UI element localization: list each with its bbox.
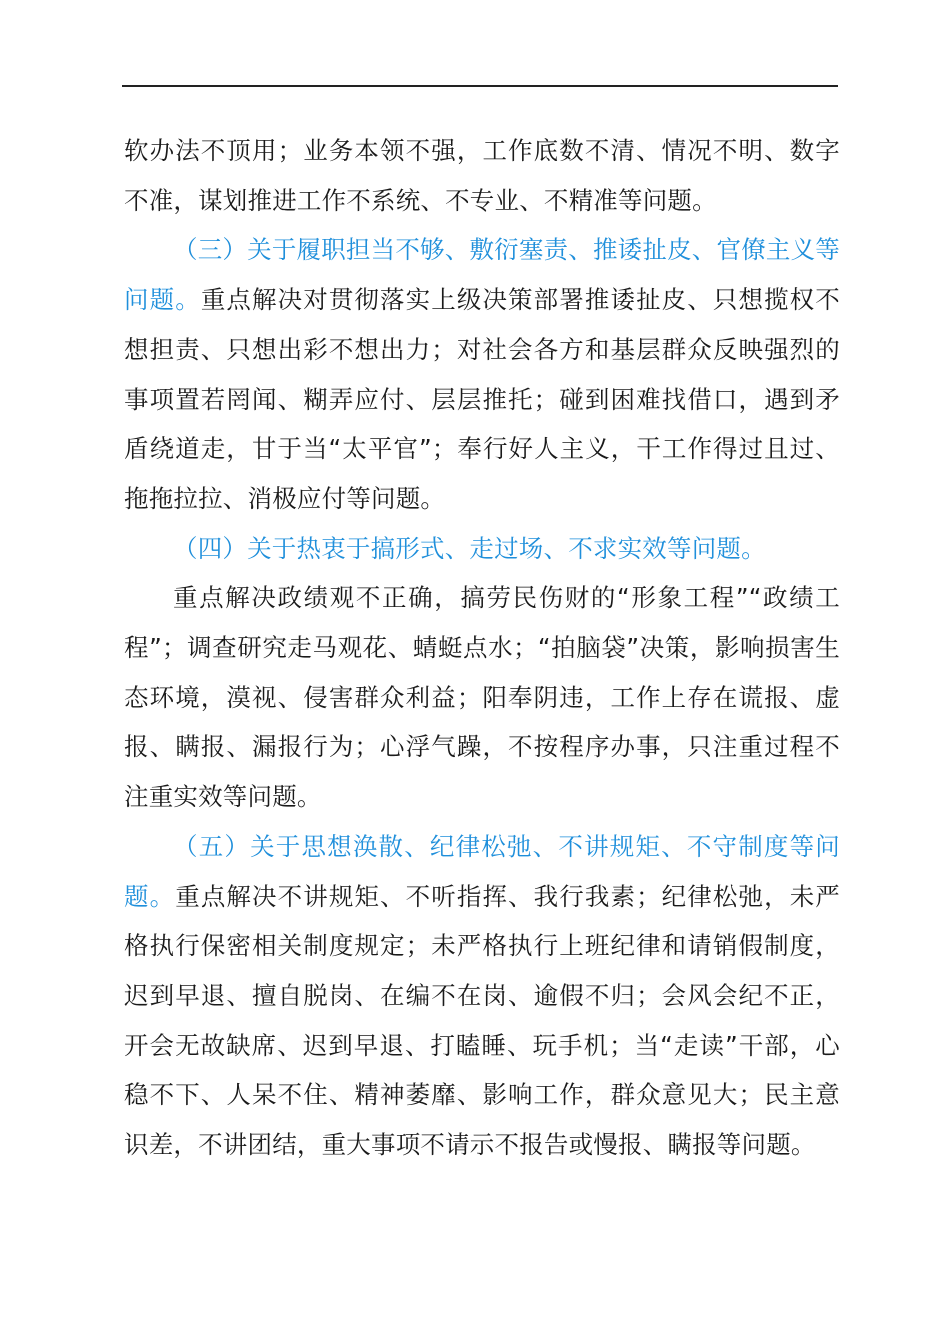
paragraph-body: 软办法不顶用；业务本领不强，工作底数不清、情况不明、数字不准，谋划推进工作不系统、不专业、不精准等问题。: [124, 136, 840, 215]
section-heading-3: （三）关于履职担当不够、敷衍塞责、推诿扯皮、官僚主义等问题。: [124, 235, 840, 315]
paragraph-body: 重点解决对贯彻落实上级决策部署推诿扯皮、只想揽权不想担责、只想出彩不想出力；对社会各方和基层群众反映强烈的事项置若罔闻、糊弄应付、层层推托；碰到困难找借口，遇到矛盾绕道走，甘于当“太平官”；奉行好人主义，干工作得过且过、拖拖拉拉、消极应付等问题。: [124, 285, 840, 513]
paragraph-section-4: [124, 524, 840, 574]
section-heading-5: （五）关于思想涣散、纪律松弛、不讲规矩、不守制度等问题。: [124, 831, 840, 911]
document-body: [124, 126, 840, 1170]
paragraph-section-3: [124, 225, 840, 523]
paragraph-body: 重点解决不讲规矩、不听指挥、我行我素；纪律松弛，未严格执行保密相关制度规定；未严格执行上班纪律和请销假制度，迟到早退、擅自脱岗、在编不在岗、逾假不归；会风会纪不正，开会无故缺席、迟到早退、打瞌睡、玩手机；当“走读”干部，心稳不下、人呆不住、精神萎靡、影响工作，群众意见大；民主意识差，不讲团结，重大事项不请示不报告或慢报、瞒报等问题。: [124, 881, 840, 1160]
paragraph-section-5: [124, 822, 840, 1170]
header-rule: [122, 85, 838, 87]
paragraph-body: 重点解决政绩观不正确，搞劳民伤财的“形象工程”“政绩工程”；调查研究走马观花、蜻蜓点水；“拍脑袋”决策，影响损害生态环境，漠视、侵害群众利益；阳奉阴违，工作上存在谎报、虚报、瞒报、漏报行为；心浮气躁，不按程序办事，只注重过程不注重实效等问题。: [124, 583, 840, 812]
paragraph-continuation: [124, 126, 840, 225]
section-heading-4: （四）关于热衷于搞形式、走过场、不求实效等问题。: [173, 533, 766, 563]
paragraph-section-4-body: [124, 573, 840, 822]
